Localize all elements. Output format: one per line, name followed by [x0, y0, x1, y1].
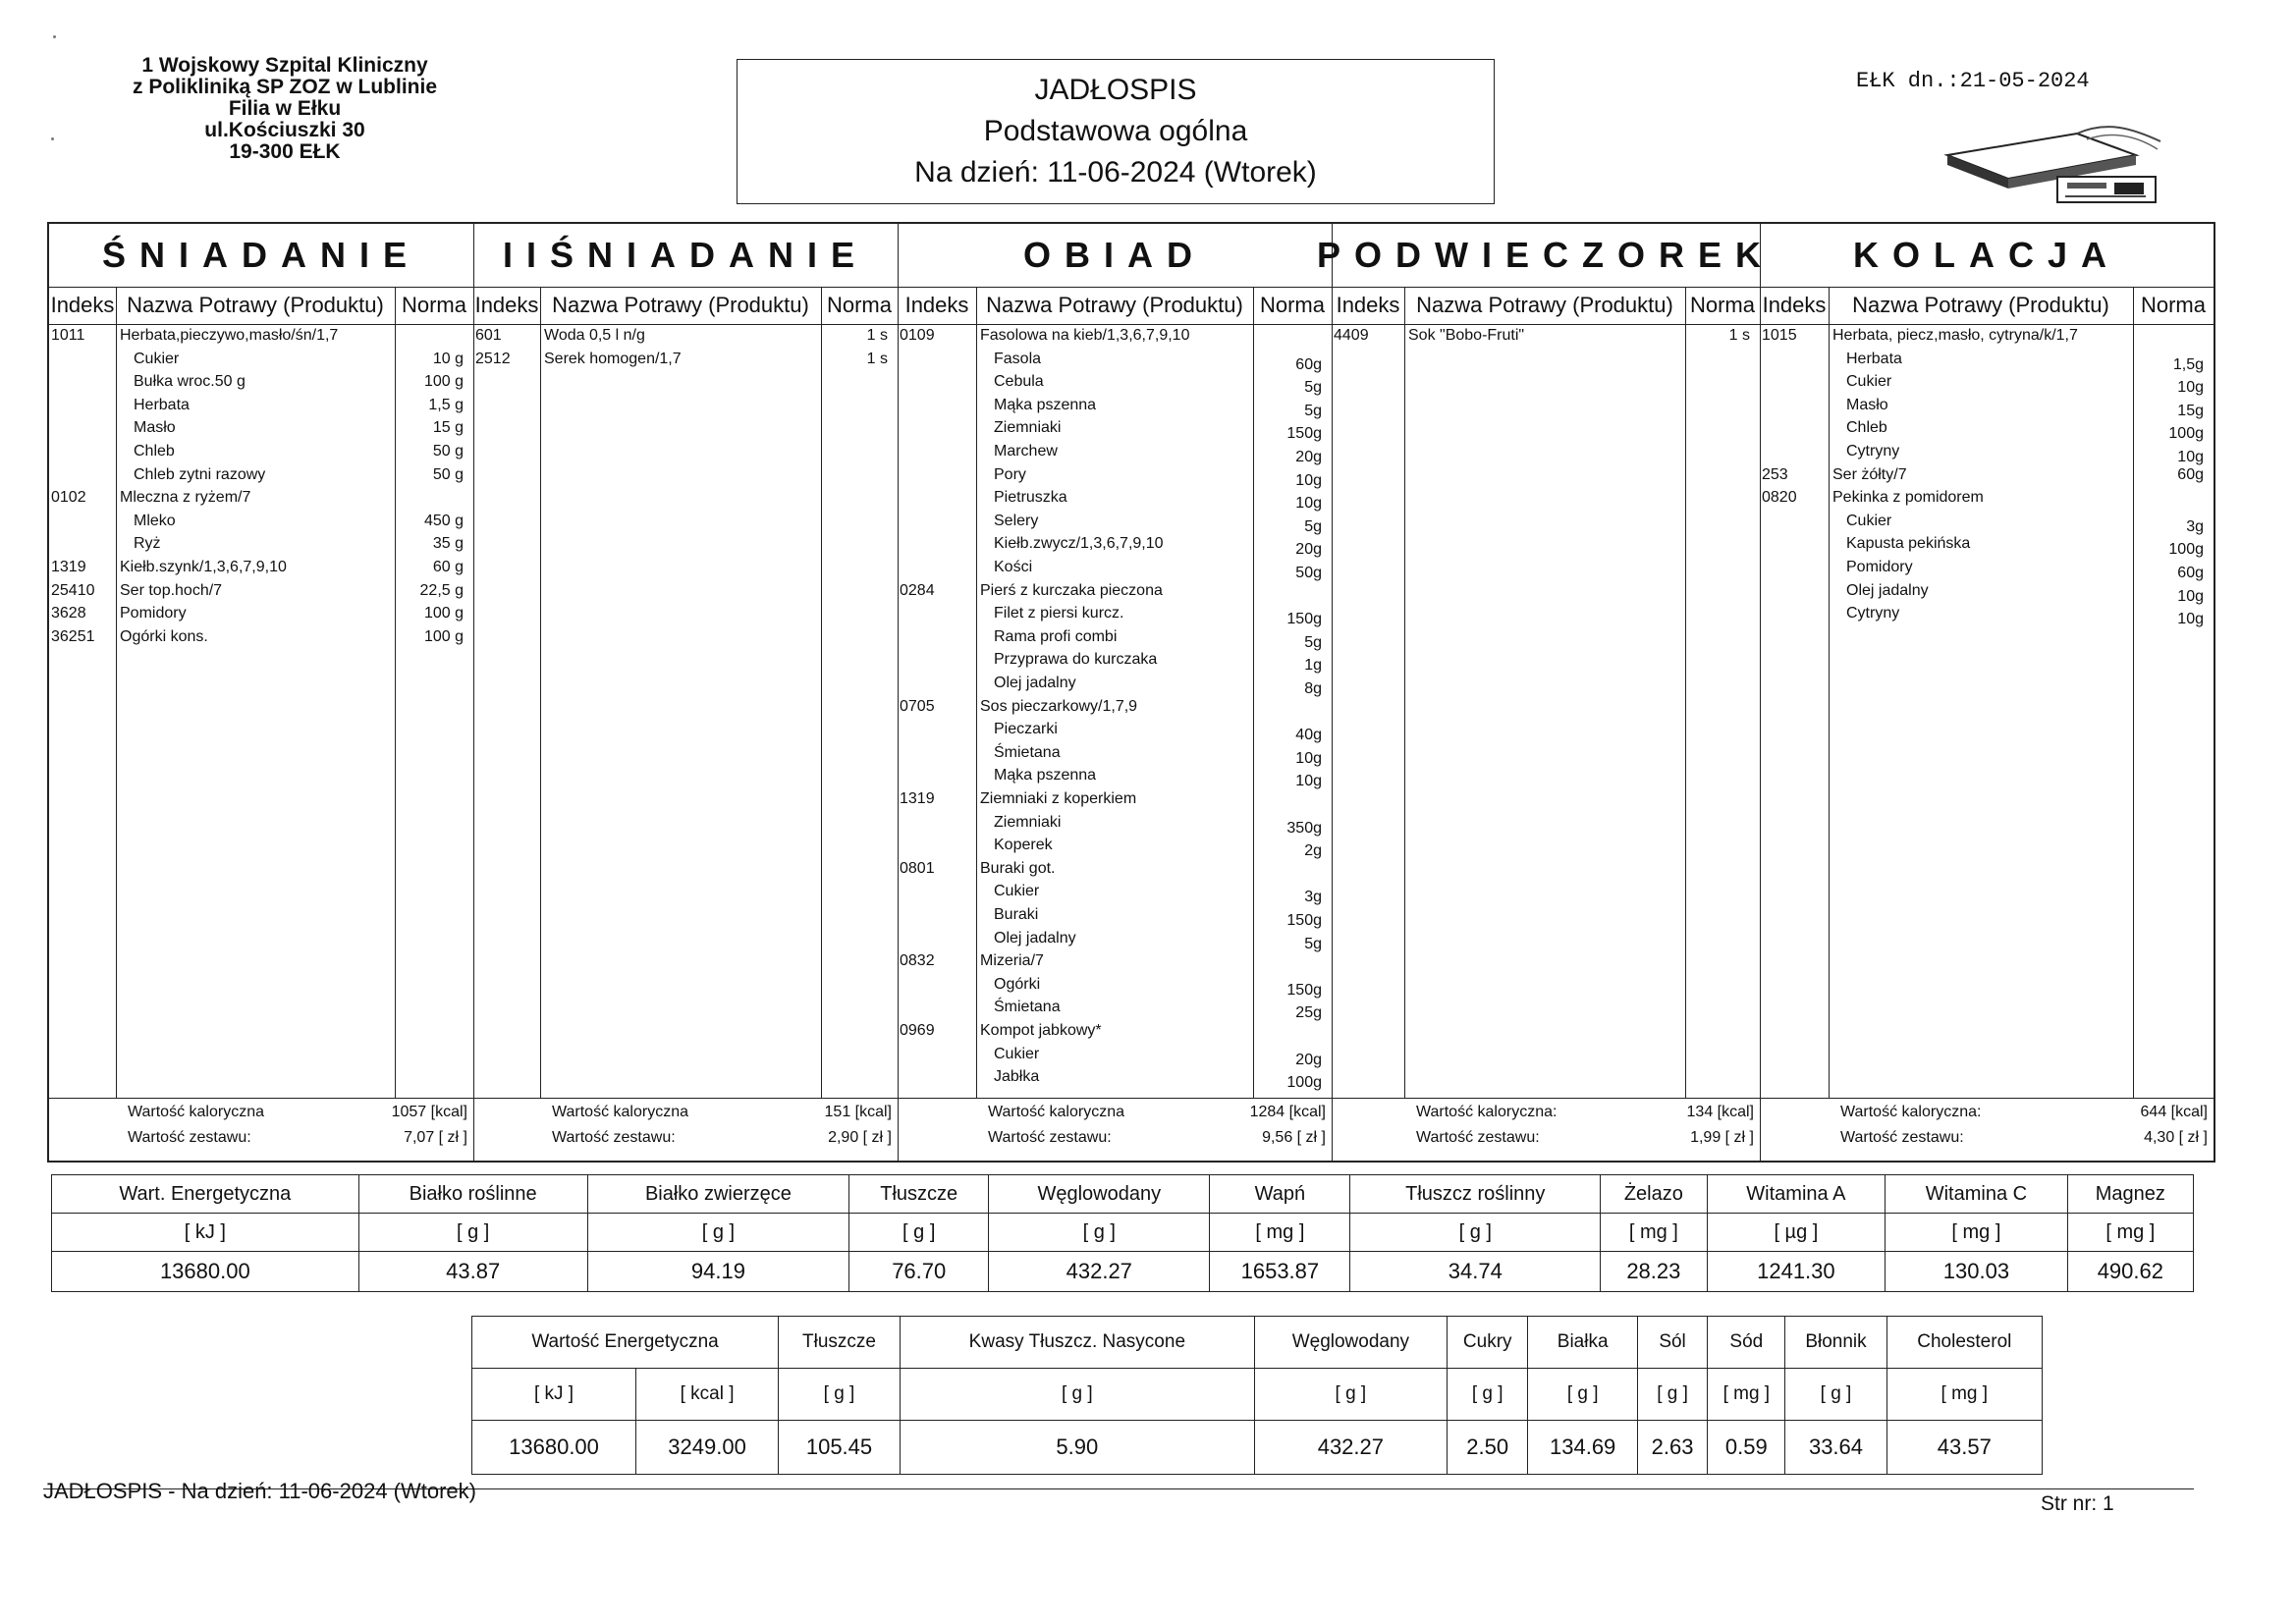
item-norm: 25g — [1295, 1004, 1322, 1022]
item-norm: 8g — [1304, 680, 1322, 697]
summary-unit: [ g ] — [1447, 1369, 1528, 1421]
title-box — [737, 59, 1495, 204]
col-index-header: Indeks — [1332, 287, 1404, 325]
ingredient-name: Ryż — [134, 535, 161, 553]
col-index-header: Indeks — [473, 287, 540, 325]
ingredient-name: Cukier — [1846, 373, 1892, 391]
hospital-line: z Polikliniką SP ZOZ w Lublinie — [133, 76, 437, 98]
summary-divider — [1760, 1098, 2214, 1099]
calorie-label: Wartość kaloryczna — [552, 1104, 688, 1120]
dish-name: Mleczna z ryżem/7 — [120, 489, 251, 507]
nutrition-table — [51, 1174, 2194, 1292]
ingredient-name: Przyprawa do kurczaka — [994, 651, 1158, 669]
summary-value: 43.57 — [1886, 1421, 2042, 1475]
column-divider — [540, 287, 541, 1098]
item-norm: 5g — [1304, 935, 1322, 952]
calorie-value: 151 [kcal] — [824, 1104, 892, 1120]
item-norm: 350g — [1286, 819, 1322, 837]
col-name-header: Nazwa Potrawy (Produktu) — [1829, 287, 2133, 325]
set-cost-value: 2,90 [ zł ] — [828, 1129, 892, 1146]
ingredient-name: Buraki — [994, 906, 1039, 923]
dish-name: Pierś z kurczaka pieczona — [980, 581, 1163, 599]
nutrition-header-row — [52, 1175, 2194, 1214]
ingredient-name: Herbata — [134, 396, 190, 413]
nutrient-header: Magnez — [2067, 1175, 2193, 1214]
summary-header: Sól — [1637, 1317, 1707, 1369]
ingredient-name: Olej jadalny — [994, 929, 1076, 947]
ingredient-name: Masło — [134, 419, 176, 437]
summary-value: 3249.00 — [636, 1421, 779, 1475]
item-norm: 60g — [2177, 565, 2204, 581]
item-norm: 10g — [1295, 495, 1322, 513]
ingredient-name: Cytryny — [1846, 443, 1900, 460]
summary-unit: [ g ] — [1254, 1369, 1447, 1421]
ingredient-name: Fasola — [994, 350, 1042, 367]
item-norm: 1,5g — [2172, 355, 2204, 373]
dish-name: Buraki got. — [980, 859, 1056, 877]
item-norm: 50g — [1295, 565, 1322, 581]
summary-unit: [ mg ] — [1886, 1369, 2042, 1421]
summary-header: Sód — [1708, 1317, 1785, 1369]
item-index: 36251 — [51, 627, 95, 645]
item-index: 2512 — [475, 350, 511, 367]
ingredient-name: Ziemniaki — [994, 419, 1062, 437]
nutrient-value: 490.62 — [2067, 1252, 2193, 1292]
ingredient-name: Kości — [994, 559, 1033, 575]
nutrient-header: Tłuszcz roślinny — [1350, 1175, 1601, 1214]
item-norm: 150g — [1286, 425, 1322, 443]
nutrient-header: Wart. Energetyczna — [52, 1175, 359, 1214]
dish-name: Mizeria/7 — [980, 952, 1044, 970]
item-norm: 150g — [1286, 611, 1322, 628]
item-norm: 100g — [2168, 425, 2204, 443]
summary-unit: [ g ] — [1528, 1369, 1637, 1421]
item-norm: 1g — [1304, 657, 1322, 675]
book-printer-icon — [1940, 116, 2165, 206]
summary-unit: [ mg ] — [1708, 1369, 1785, 1421]
dish-name: Serek homogen/1,7 — [544, 350, 682, 367]
ingredient-name: Masło — [1846, 396, 1888, 413]
ingredient-name: Filet z piersi kurcz. — [994, 605, 1124, 622]
ingredient-name: Bułka wroc.50 g — [134, 373, 246, 391]
ingredient-name: Chleb — [134, 443, 175, 460]
col-name-header: Nazwa Potrawy (Produktu) — [1404, 287, 1685, 325]
nutrient-unit: [ g ] — [358, 1214, 587, 1252]
nutrient-unit: [ g ] — [1350, 1214, 1601, 1252]
item-norm: 100g — [1286, 1074, 1322, 1092]
item-norm: 10g — [2177, 611, 2204, 628]
col-norm-header: Norma — [821, 287, 898, 325]
item-norm: 20g — [1295, 449, 1322, 465]
nutrition-value-row — [52, 1252, 2194, 1292]
dish-name: Ziemniaki z koperkiem — [980, 790, 1137, 807]
summary-value: 2.50 — [1447, 1421, 1528, 1475]
set-cost-value: 9,56 [ zł ] — [1262, 1129, 1326, 1146]
nutrient-header: Wapń — [1210, 1175, 1350, 1214]
hospital-line: 19-300 EŁK — [229, 140, 341, 163]
item-index: 0705 — [900, 697, 935, 715]
item-norm: 10g — [1295, 773, 1322, 790]
item-index: 0832 — [900, 952, 935, 970]
ingredient-name: Cukier — [1846, 512, 1892, 529]
menu-grid — [47, 222, 2215, 1163]
nutrient-unit: [ g ] — [587, 1214, 849, 1252]
ingredient-name: Koperek — [994, 837, 1053, 854]
meal-section — [1760, 224, 2214, 1161]
column-divider — [116, 287, 117, 1098]
ingredient-name: Cytryny — [1846, 605, 1900, 622]
set-cost-label: Wartość zestawu: — [1416, 1129, 1540, 1146]
nutrient-unit: [ µg ] — [1707, 1214, 1886, 1252]
item-index: 0820 — [1762, 489, 1797, 507]
nutrition-summary-table — [471, 1316, 2043, 1475]
summary-header: Kwasy Tłuszcz. Nasycone — [900, 1317, 1254, 1369]
item-norm: 10g — [2177, 449, 2204, 465]
calorie-value: 644 [kcal] — [2140, 1104, 2208, 1120]
nutrient-header: Węglowodany — [989, 1175, 1210, 1214]
nutrient-value: 130.03 — [1886, 1252, 2068, 1292]
page-number: Str nr: 1 — [2041, 1492, 2114, 1515]
ingredient-name: Chleb — [1846, 419, 1887, 437]
dish-name: Kompot jabkowy* — [980, 1022, 1102, 1039]
nutrient-unit: [ mg ] — [1210, 1214, 1350, 1252]
summary-unit-row — [472, 1369, 2043, 1421]
dish-name: Sos pieczarkowy/1,7,9 — [980, 697, 1138, 715]
summary-value: 105.45 — [779, 1421, 901, 1475]
meal-title: PODWIECZOREK — [1332, 224, 1760, 288]
nutrition-unit-row — [52, 1214, 2194, 1252]
set-cost-label: Wartość zestawu: — [552, 1129, 676, 1146]
set-cost-label: Wartość zestawu: — [988, 1129, 1112, 1146]
item-index: 601 — [475, 327, 502, 344]
meal-title: ŚNIADANIE — [49, 224, 473, 288]
item-norm: 40g — [1295, 727, 1322, 744]
summary-header: Tłuszcze — [779, 1317, 901, 1369]
energy-header: Wartość Energetyczna — [472, 1317, 779, 1369]
column-divider — [821, 287, 822, 1098]
item-norm: 100g — [2168, 541, 2204, 559]
ingredient-name: Mąka pszenna — [994, 767, 1097, 784]
item-index: 3628 — [51, 605, 86, 622]
item-index: 4409 — [1334, 327, 1369, 344]
summary-value-row — [472, 1421, 2043, 1475]
meal-title: OBIAD — [898, 224, 1332, 288]
document-title: JADŁOSPIS — [1034, 74, 1197, 106]
item-norm: 10g — [2177, 587, 2204, 605]
hospital-address — [108, 55, 462, 163]
summary-divider — [898, 1098, 1332, 1099]
item-index: 0109 — [900, 327, 935, 344]
nutrient-unit: [ mg ] — [2067, 1214, 2193, 1252]
item-norm: 5g — [1304, 517, 1322, 535]
dish-name: Fasolowa na kieb/1,3,6,7,9,10 — [980, 327, 1190, 344]
nutrient-unit: [ g ] — [989, 1214, 1210, 1252]
item-norm: 20g — [1295, 541, 1322, 559]
item-norm: 5g — [1304, 402, 1322, 419]
dish-name: Ogórki kons. — [120, 627, 208, 645]
item-norm: 450 g — [423, 512, 464, 529]
summary-divider — [1332, 1098, 1760, 1099]
item-norm: 150g — [1286, 912, 1322, 929]
ingredient-name: Herbata — [1846, 350, 1902, 367]
col-name-header: Nazwa Potrawy (Produktu) — [116, 287, 395, 325]
ingredient-name: Pietruszka — [994, 489, 1067, 507]
summary-unit: [ g ] — [779, 1369, 901, 1421]
summary-value: 13680.00 — [472, 1421, 636, 1475]
item-norm: 20g — [1295, 1051, 1322, 1068]
dish-name: Pekinka z pomidorem — [1832, 489, 1984, 507]
ingredient-name: Jabłka — [994, 1068, 1040, 1086]
hospital-line: Filia w Ełku — [228, 97, 342, 120]
calorie-label: Wartość kaloryczna: — [1840, 1104, 1982, 1120]
column-divider — [976, 287, 977, 1098]
ingredient-name: Cukier — [994, 1045, 1040, 1062]
nutrient-value: 94.19 — [587, 1252, 849, 1292]
item-norm: 1,5 g — [428, 396, 464, 413]
ingredient-name: Cukier — [134, 350, 180, 367]
item-norm: 3g — [2186, 517, 2204, 535]
set-cost-value: 4,30 [ zł ] — [2144, 1129, 2208, 1146]
nutrient-header: Witamina A — [1707, 1175, 1886, 1214]
item-norm: 5g — [1304, 379, 1322, 397]
item-norm: 150g — [1286, 981, 1322, 999]
summary-unit: [ kJ ] — [472, 1369, 636, 1421]
meal-title: IIŚNIADANIE — [473, 224, 898, 288]
item-index: 1015 — [1762, 327, 1797, 344]
ingredient-name: Pory — [994, 465, 1026, 483]
ingredient-name: Ziemniaki — [994, 813, 1062, 831]
summary-divider — [49, 1098, 473, 1099]
calorie-value: 1284 [kcal] — [1249, 1104, 1326, 1120]
summary-header: Błonnik — [1785, 1317, 1886, 1369]
nutrient-value: 432.27 — [989, 1252, 1210, 1292]
summary-value: 432.27 — [1254, 1421, 1447, 1475]
summary-unit: [ g ] — [900, 1369, 1254, 1421]
col-norm-header: Norma — [1253, 287, 1332, 325]
nutrient-value: 28.23 — [1601, 1252, 1707, 1292]
item-norm: 15g — [2177, 402, 2204, 419]
item-norm: 1 s — [1728, 327, 1750, 344]
item-norm: 10g — [1295, 471, 1322, 489]
ingredient-name: Rama profi combi — [994, 627, 1118, 645]
nutrient-unit: [ g ] — [849, 1214, 989, 1252]
calorie-label: Wartość kaloryczna: — [1416, 1104, 1558, 1120]
scan-dot — [53, 35, 56, 38]
dish-name: Sok "Bobo-Fruti" — [1408, 327, 1525, 344]
ingredient-name: Cebula — [994, 373, 1044, 391]
item-index: 0102 — [51, 489, 86, 507]
item-index: 1319 — [51, 559, 86, 575]
meal-section — [473, 224, 899, 1161]
summary-unit: [ kcal ] — [636, 1369, 779, 1421]
dish-name: Ser top.hoch/7 — [120, 581, 223, 599]
item-norm: 10 g — [432, 350, 464, 367]
ingredient-name: Olej jadalny — [994, 675, 1076, 691]
summary-unit: [ g ] — [1637, 1369, 1707, 1421]
summary-value: 5.90 — [900, 1421, 1254, 1475]
ingredient-name: Kapusta pekińska — [1846, 535, 1971, 553]
summary-header: Węglowodany — [1254, 1317, 1447, 1369]
nutrient-value: 34.74 — [1350, 1252, 1601, 1292]
col-index-header: Indeks — [1760, 287, 1829, 325]
item-norm: 60g — [1295, 355, 1322, 373]
item-norm: 35 g — [432, 535, 464, 553]
nutrient-header: Tłuszcze — [849, 1175, 989, 1214]
summary-header: Białka — [1528, 1317, 1637, 1369]
menu-date: Na dzień: 11-06-2024 (Wtorek) — [914, 156, 1317, 189]
summary-divider — [473, 1098, 898, 1099]
ingredient-name: Selery — [994, 512, 1039, 529]
dish-name: Herbata,pieczywo,masło/śn/1,7 — [120, 327, 339, 344]
nutrient-header: Witamina C — [1886, 1175, 2068, 1214]
item-norm: 3g — [1304, 889, 1322, 906]
issue-date: EŁK dn.:21-05-2024 — [1856, 69, 2090, 93]
item-norm: 5g — [1304, 633, 1322, 651]
item-index: 1319 — [900, 790, 935, 807]
dish-name: Herbata, piecz,masło, cytryna/k/1,7 — [1832, 327, 2078, 344]
calorie-value: 134 [kcal] — [1686, 1104, 1754, 1120]
ingredient-name: Mąka pszenna — [994, 396, 1097, 413]
summary-header: Cukry — [1447, 1317, 1528, 1369]
nutrient-unit: [ mg ] — [1601, 1214, 1707, 1252]
dish-name: Kiełb.szynk/1,3,6,7,9,10 — [120, 559, 287, 575]
dish-name: Woda 0,5 l n/g — [544, 327, 645, 344]
column-divider — [1404, 287, 1405, 1098]
ingredient-name: Marchew — [994, 443, 1058, 460]
col-index-header: Indeks — [898, 287, 976, 325]
nutrient-header: Białko roślinne — [358, 1175, 587, 1214]
calorie-label: Wartość kaloryczna — [988, 1104, 1124, 1120]
item-norm: 1 s — [866, 350, 888, 367]
column-divider — [1685, 287, 1686, 1098]
nutrient-value: 43.87 — [358, 1252, 587, 1292]
scan-dot — [51, 137, 54, 140]
col-index-header: Indeks — [49, 287, 116, 325]
col-name-header: Nazwa Potrawy (Produktu) — [540, 287, 821, 325]
set-cost-label: Wartość zestawu: — [1840, 1129, 1964, 1146]
nutrient-value: 76.70 — [849, 1252, 989, 1292]
summary-value: 134.69 — [1528, 1421, 1637, 1475]
item-norm: 50 g — [432, 443, 464, 460]
col-norm-header: Norma — [1685, 287, 1760, 325]
ingredient-name: Kiełb.zwycz/1,3,6,7,9,10 — [994, 535, 1164, 553]
nutrient-header: Białko zwierzęce — [587, 1175, 849, 1214]
diet-name: Podstawowa ogólna — [983, 115, 1248, 147]
col-norm-header: Norma — [395, 287, 473, 325]
ingredient-name: Chleb zytni razowy — [134, 465, 266, 483]
item-norm: 10g — [1295, 749, 1322, 767]
nutrient-unit: [ kJ ] — [52, 1214, 359, 1252]
item-norm: 15 g — [432, 419, 464, 437]
dish-name: Pomidory — [120, 605, 187, 622]
item-index: 1011 — [51, 327, 85, 344]
item-index: 0969 — [900, 1022, 935, 1039]
col-norm-header: Norma — [2133, 287, 2214, 325]
set-cost-value: 7,07 [ zł ] — [404, 1129, 467, 1146]
item-norm: 100 g — [423, 373, 464, 391]
nutrient-value: 1241.30 — [1707, 1252, 1886, 1292]
summary-header-row — [472, 1317, 2043, 1369]
set-cost-label: Wartość zestawu: — [128, 1129, 251, 1146]
ingredient-name: Śmietana — [994, 743, 1061, 761]
summary-unit: [ g ] — [1785, 1369, 1886, 1421]
ingredient-name: Olej jadalny — [1846, 581, 1929, 599]
nutrient-header: Żelazo — [1601, 1175, 1707, 1214]
ingredient-name: Pieczarki — [994, 721, 1058, 738]
item-norm: 100 g — [423, 605, 464, 622]
meal-title: KOLACJA — [1760, 224, 2214, 288]
meal-section — [898, 224, 1333, 1161]
ingredient-name: Ogórki — [994, 975, 1041, 993]
nutrient-unit: [ mg ] — [1886, 1214, 2068, 1252]
nutrient-value: 13680.00 — [52, 1252, 359, 1292]
ingredient-name: Śmietana — [994, 999, 1061, 1016]
dish-name: Ser żółty/7 — [1832, 465, 1907, 483]
set-cost-value: 1,99 [ zł ] — [1690, 1129, 1754, 1146]
item-norm: 60 g — [432, 559, 464, 575]
footer-caption: JADŁOSPIS - Na dzień: 11-06-2024 (Wtorek) — [43, 1479, 476, 1503]
item-index: 253 — [1762, 465, 1788, 483]
item-norm: 1 s — [866, 327, 888, 344]
item-norm: 50 g — [432, 465, 464, 483]
item-norm: 22,5 g — [419, 581, 464, 599]
item-index: 0284 — [900, 581, 935, 599]
item-norm: 100 g — [423, 627, 464, 645]
item-norm: 60g — [2177, 465, 2204, 483]
summary-header: Cholesterol — [1886, 1317, 2042, 1369]
item-index: 25410 — [51, 581, 95, 599]
summary-value: 33.64 — [1785, 1421, 1886, 1475]
ingredient-name: Cukier — [994, 883, 1040, 900]
calorie-label: Wartość kaloryczna — [128, 1104, 264, 1120]
calorie-value: 1057 [kcal] — [391, 1104, 467, 1120]
col-name-header: Nazwa Potrawy (Produktu) — [976, 287, 1253, 325]
item-index: 0801 — [900, 859, 935, 877]
item-norm: 10g — [2177, 379, 2204, 397]
summary-value: 2.63 — [1637, 1421, 1707, 1475]
summary-value: 0.59 — [1708, 1421, 1785, 1475]
hospital-line: 1 Wojskowy Szpital Kliniczny — [141, 54, 428, 77]
item-norm: 2g — [1304, 842, 1322, 860]
meal-section — [49, 224, 474, 1161]
ingredient-name: Pomidory — [1846, 559, 1913, 575]
hospital-line: ul.Kościuszki 30 — [204, 119, 365, 141]
nutrient-value: 1653.87 — [1210, 1252, 1350, 1292]
ingredient-name: Mleko — [134, 512, 176, 529]
column-divider — [1829, 287, 1830, 1098]
